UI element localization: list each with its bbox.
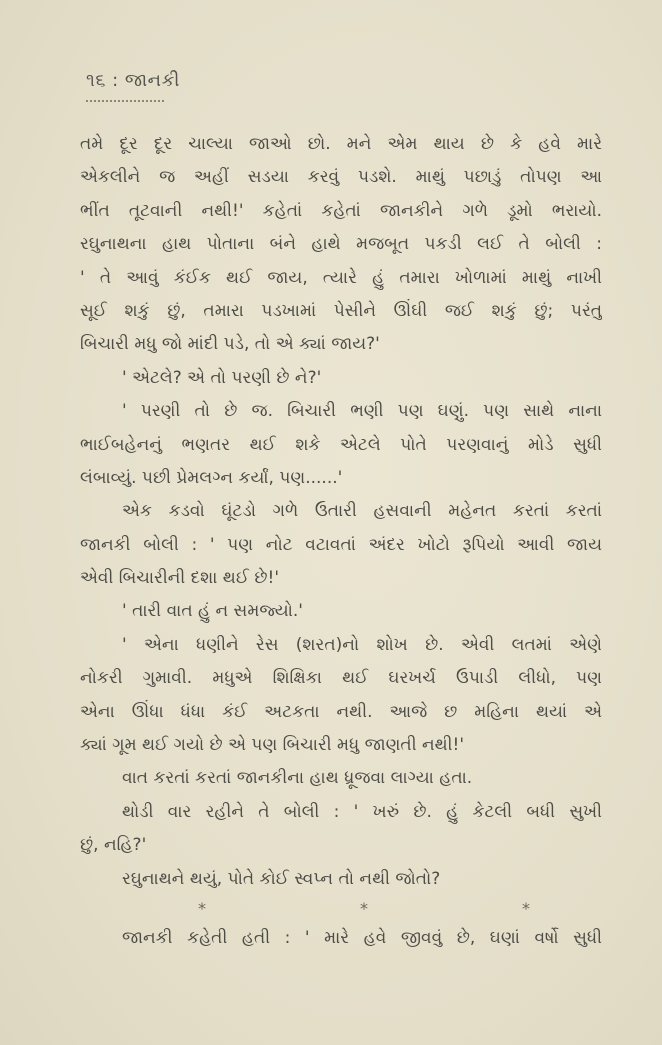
paragraph [80, 495, 602, 595]
paragraph [80, 395, 602, 495]
paragraph [80, 863, 602, 896]
separator-star: * [522, 898, 530, 918]
text-line: એવી બિચારીની દશા થઈ છે!' [80, 568, 280, 589]
text-line: તમે દૂર દૂર ચાલ્યા જાઓ છો. મને એમ થાય છે કે હવે મારે [80, 134, 602, 154]
text-line: એના ઊંધા ધંધા કંઈ અટકતા નથી. આજે છ મહિના થયાં એ [80, 701, 602, 722]
text-line: ' એટલે? એ તો પરણી છે ને?' [122, 367, 322, 388]
text-line: લંબાવ્યું. પછી પ્રેમલગ્ન કર્યાં, પણ......' [80, 467, 343, 488]
header-underline [86, 96, 164, 102]
text-line: વાત કરતાં કરતાં જાનકીના હાથ ધ્રૂજવા લાગ્યા હતા. [122, 768, 473, 789]
text-line: નોકરી ગુમાવી. મધુએ શિક્ષિકા થઈ ઘરખર્ચ ઉપાડી લીધો, પણ [80, 668, 602, 689]
text-line: જાનકી કહેતી હતી : ' મારે હવે જીવવું છે, ઘણાં વર્ષો સુધી [122, 927, 602, 948]
running-header: ૧૬ : જાનકી [86, 70, 180, 91]
text-line: બિચારી મધુ જો માંદી પડે, તો એ ક્યાં જાય?' [80, 334, 380, 355]
text-line: ' તારી વાત હું ન સમજ્યો.' [122, 601, 303, 622]
text-line: રઘુનાથને થયું, પોતે કોઈ સ્વપ્ન તો નથી જોતો? [122, 868, 441, 889]
text-line: ભીંત તૂટવાની નથી!' કહેતાં કહેતાં જાનકીને ગળે ડૂમો ભરાયો. [80, 200, 602, 221]
text-line: છું, નહિ?' [80, 835, 147, 856]
paragraph [80, 595, 602, 628]
paragraph [80, 796, 602, 863]
section-separator [198, 896, 530, 922]
page-body-text [80, 128, 602, 955]
paragraph [80, 762, 602, 795]
paragraph [80, 629, 602, 763]
paragraph [80, 128, 602, 362]
text-line: એકલીને જ અહીં સડયા કરવું પડશે. માથું પછાડું તોપણ આ [80, 167, 602, 188]
separator-star: * [360, 898, 368, 918]
text-line: જાનકી બોલી : ' પણ નોટ વટાવતાં અંદર ખોટો રૂપિયો આવી જાય [80, 534, 602, 555]
text-line: ' તે આવું કંઈક થઈ જાય, ત્યારે હું તમારા ખોળામાં માથું નાખી [80, 267, 602, 288]
text-line: થોડી વાર રહીને તે બોલી : ' ખરું છે. હું કેટલી બધી સુખી [122, 801, 602, 822]
paragraph [80, 922, 602, 955]
text-line: સૂઈ શકું છું, તમારા પડખામાં પેસીને ઊંઘી જઈ શકું છું; પરંતુ [80, 300, 602, 321]
text-line: ક્યાં ગૂમ થઈ ગયો છે એ પણ બિચારી મધુ જાણતી નથી!' [80, 735, 465, 756]
text-line: રઘુનાથના હાથ પોતાના બંને હાથે મજબૂત પકડી લઈ તે બોલી : [80, 234, 602, 255]
text-line: ભાઈબહેનનું ભણતર થઈ શકે એટલે પોતે પરણવાનું મોડે સુધી [80, 434, 602, 455]
separator-star: * [198, 898, 206, 918]
text-line: એક કડવો ઘૂંટડો ગળે ઉતારી હસવાની મહેનત કરતાં કરતાં [122, 501, 602, 522]
text-line: ' પરણી તો છે જ. બિચારી ભણી પણ ઘણું. પણ સાથે નાના [122, 401, 602, 422]
text-line: ' એના ધણીને રેસ (શરત)નો શોખ છે. એવી લતમાં એણે [122, 634, 602, 655]
paragraph [80, 362, 602, 395]
